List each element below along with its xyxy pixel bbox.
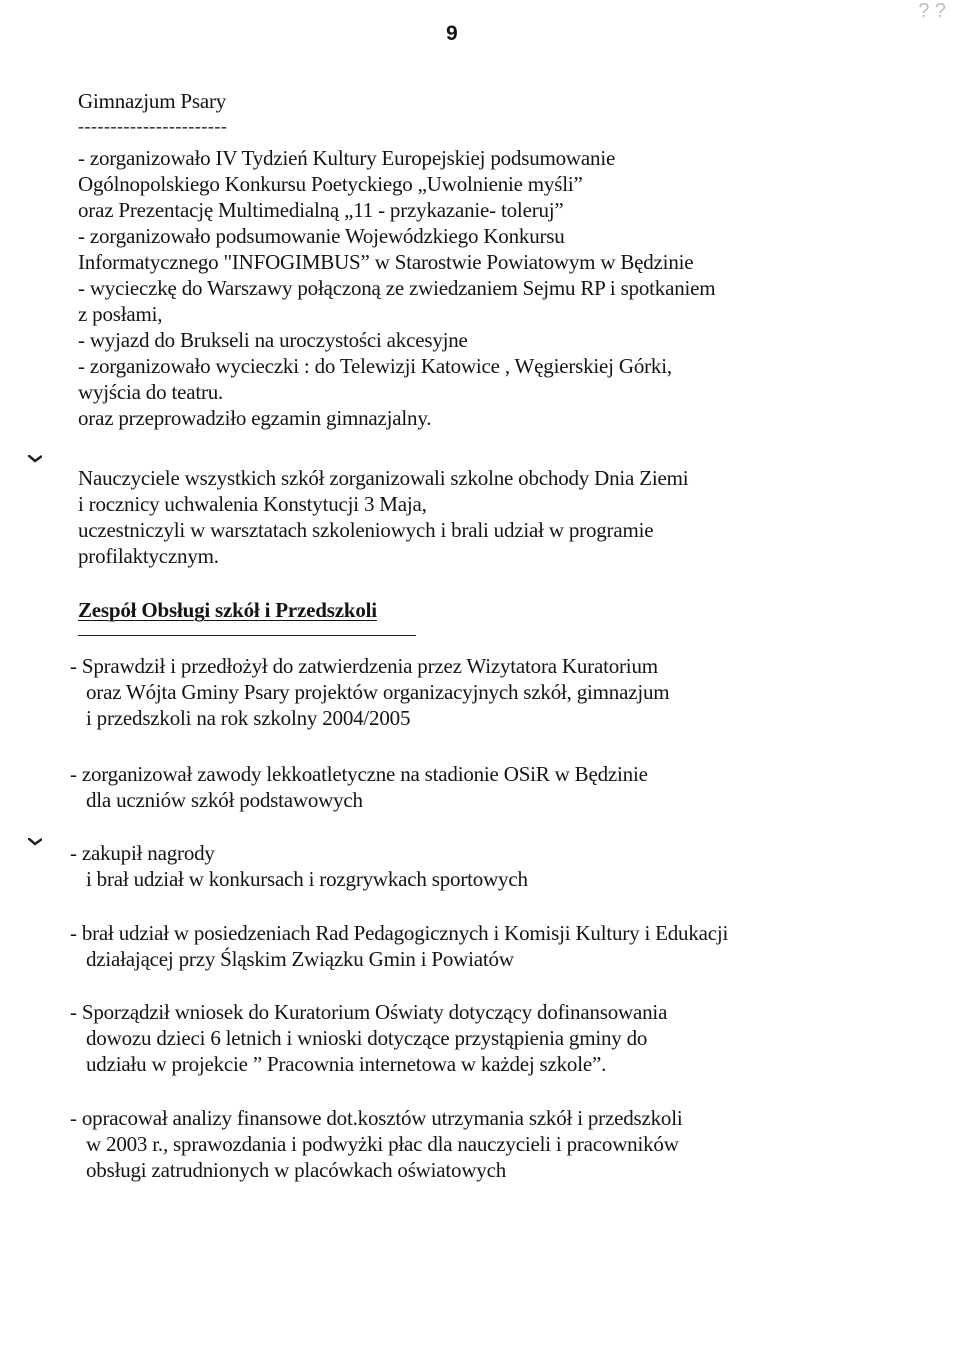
text-line: Ogólnopolskiego Konkursu Poetyckiego „Uwolnienie myśli” [78,172,583,196]
margin-scan-mark [28,838,42,846]
section-title-zespol: Zespół Obsługi szkół i Przedszkoli [78,598,377,622]
text-line: - zakupił nagrody [70,841,215,865]
text-line: - zorganizowało wycieczki : do Telewizji Katowice , Węgierskiej Górki, [78,354,672,378]
text-line: - zorganizowało IV Tydzień Kultury Europejskiej podsumowanie [78,146,616,170]
text-line: dowozu dzieci 6 letnich i wnioski dotyczące przystąpienia gminy do [86,1026,648,1050]
text-line: oraz przeprowadziło egzamin gimnazjalny. [78,406,432,430]
text-line: udziału w projekcie ” Pracownia internetowa w każdej szkole”. [86,1052,607,1076]
text-line: - Sprawdził i przedłożył do zatwierdzenia przez Wizytatora Kuratorium [70,654,658,678]
text-line: - brał udział w posiedzeniach Rad Pedagogicznych i Komisji Kultury i Edukacji [70,921,729,945]
text-line: i przedszkoli na rok szkolny 2004/2005 [86,706,411,730]
text-line: uczestniczyli w warsztatach szkoleniowych i brali udział w programie [78,518,654,542]
text-line: - wyjazd do Brukseli na uroczystości akcesyjne [78,328,468,352]
text-line: i brał udział w konkursach i rozgrywkach sportowych [86,867,528,891]
section-title-gimnazjum: Gimnazjum Psary [78,89,227,113]
text-line: oraz Wójta Gminy Psary projektów organizacyjnych szkół, gimnazjum [86,680,670,704]
text-line: Informatycznego "INFOGIMBUS” w Starostwie Powiatowym w Będzinie [78,250,694,274]
text-line: dla uczniów szkół podstawowych [86,788,363,812]
section-separator: ----------------------- [78,116,228,136]
page-number: 9 [446,22,458,45]
text-line: w 2003 r., sprawozdania i podwyżki płac dla nauczycieli i pracowników [86,1132,679,1156]
corner-scan-mark: ? ? [918,0,946,22]
text-line: Nauczyciele wszystkich szkół zorganizowali szkolne obchody Dnia Ziemi [78,466,689,490]
text-line: działającej przy Śląskim Związku Gmin i Powiatów [86,947,514,971]
title-double-rule [78,635,416,636]
text-line: wyjścia do teatru. [78,380,224,404]
text-line: - wycieczkę do Warszawy połączoną ze zwiedzaniem Sejmu RP i spotkaniem [78,276,716,300]
text-line: z posłami, [78,302,163,326]
margin-scan-mark [28,455,42,463]
text-line: profilaktycznym. [78,544,219,568]
text-line: - zorganizował zawody lekkoatletyczne na stadionie OSiR w Będzinie [70,762,648,786]
text-line: - opracował analizy finansowe dot.kosztów utrzymania szkół i przedszkoli [70,1106,683,1130]
text-line: - Sporządził wniosek do Kuratorium Oświaty dotyczący dofinansowania [70,1000,668,1024]
text-line: oraz Prezentację Multimedialną „11 - przykazanie- toleruj” [78,198,564,222]
text-line: i rocznicy uchwalenia Konstytucji 3 Maja, [78,492,427,516]
text-line: obsługi zatrudnionych w placówkach oświatowych [86,1158,507,1182]
text-line: - zorganizowało podsumowanie Wojewódzkiego Konkursu [78,224,565,248]
